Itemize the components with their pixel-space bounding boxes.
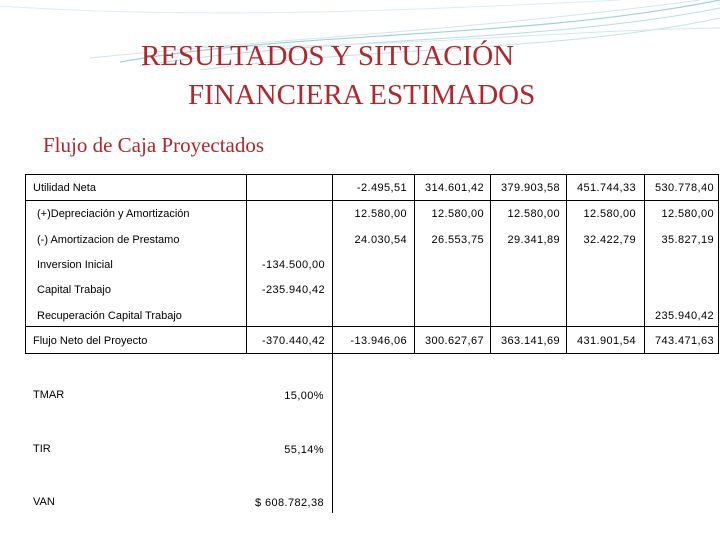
cell-amortizacion-year2: 26.553,75 [431, 234, 484, 246]
table-row-divider [25, 200, 719, 201]
cell-depreciacion-year4: 12.580,00 [583, 208, 636, 220]
cell-depreciacion-year1: 12.580,00 [354, 208, 407, 220]
cell-capital-trabajo: -235.940,42 [261, 284, 325, 296]
cell-depreciacion-year3: 12.580,00 [507, 208, 560, 220]
cell-utilidad-year3: 379.903,58 [500, 182, 560, 194]
indicator-label-tmar: TMAR [33, 389, 65, 401]
cell-inversion-inicial: -134.500,00 [261, 259, 325, 271]
cell-utilidad-year4: 451.744,33 [576, 182, 636, 194]
table-border-year3 [566, 174, 567, 354]
indicator-value-tmar: 15,00% [284, 390, 324, 402]
cell-depreciacion-year2: 12.580,00 [431, 208, 484, 220]
table-border-year1 [414, 174, 415, 354]
cell-amortizacion-year5: 35.827,19 [661, 234, 714, 246]
cell-flujo-neto-year1: -13.946,06 [350, 335, 407, 347]
cell-amortizacion-year1: 24.030,54 [354, 234, 407, 246]
row-label-flujo-neto: Flujo Neto del Proyecto [33, 335, 148, 347]
cell-flujo-neto-year2: 300.627,67 [424, 335, 484, 347]
cell-amortizacion-year3: 29.341,89 [507, 234, 560, 246]
row-label-utilidad-neta: Utilidad Neta [33, 182, 96, 194]
table-border-year2 [490, 174, 491, 354]
cell-recuperacion-year5: 235.940,42 [654, 310, 714, 322]
table-row-divider [25, 353, 719, 354]
indicator-value-van: $ 608.782,38 [254, 497, 324, 509]
row-label-depreciacion: (+)Depreciación y Amortización [37, 208, 190, 220]
slide-title-line1: RESULTADOS Y SITUACIÓN [141, 40, 515, 72]
row-label-inversion-inicial: Inversion Inicial [37, 259, 113, 271]
cell-flujo-neto-year3: 363.141,69 [500, 335, 560, 347]
row-label-recuperacion-capital: Recuperación Capital Trabajo [37, 310, 182, 322]
table-border-right [718, 174, 719, 354]
row-label-amortizacion-prestamo: (-) Amortizacion de Prestamo [37, 234, 180, 246]
indicator-label-van: VAN [33, 496, 55, 508]
cell-flujo-neto-initial: -370.440,42 [261, 335, 325, 347]
table-border-top [25, 174, 719, 175]
indicator-label-tir: TIR [33, 443, 51, 455]
table-row-divider [25, 326, 719, 327]
slide-subtitle: Flujo de Caja Proyectados [43, 133, 265, 157]
row-label-capital-trabajo: Capital Trabajo [37, 284, 111, 296]
indicator-value-tir: 55,14% [284, 444, 324, 456]
table-border-left [25, 174, 26, 354]
cell-depreciacion-year5: 12.580,00 [661, 208, 714, 220]
cell-flujo-neto-year5: 743.471,63 [654, 335, 714, 347]
cell-utilidad-year1: -2.495,51 [356, 182, 407, 194]
table-border-label [246, 174, 247, 354]
slide-title-line2: FINANCIERA ESTIMADOS [188, 79, 536, 111]
cell-utilidad-year2: 314.601,42 [424, 182, 484, 194]
cell-utilidad-year5: 530.778,40 [654, 182, 714, 194]
cell-flujo-neto-year4: 431.901,54 [576, 335, 636, 347]
table-border-initial [332, 174, 333, 513]
table-border-year4 [644, 174, 645, 354]
cell-amortizacion-year4: 32.422,79 [583, 234, 636, 246]
